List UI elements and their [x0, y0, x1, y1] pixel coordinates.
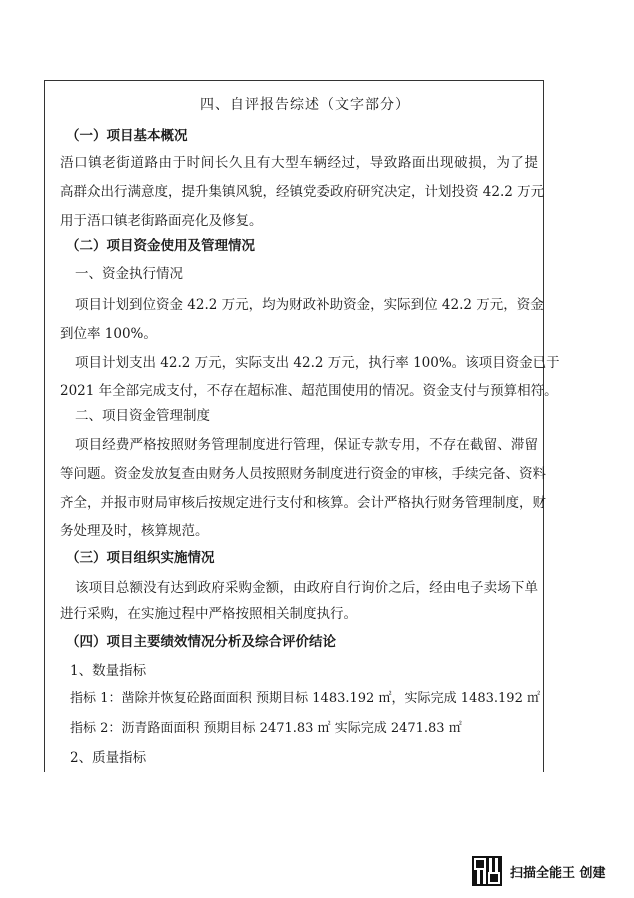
- scanner-watermark: [472, 856, 606, 886]
- section4-heading: （四）项目主要绩效情况分析及综合评价结论: [66, 634, 336, 650]
- section2-sub1: 一、资金执行情况: [75, 266, 183, 282]
- indicator-2: 指标 2：沥青路面面积 预期目标 2471.83 ㎡ 实际完成 2471.83 ㎡: [70, 721, 462, 736]
- section1-line-3: 用于浯口镇老街路面亮化及修复。: [60, 213, 263, 229]
- document-title: 四、自评报告综述（文字部分）: [200, 97, 410, 113]
- section2-para3-line-3: 齐全，并报市财局审核后按规定进行支付和核算。会计严格执行财务管理制度，财: [60, 495, 546, 511]
- section3-line-2: 进行采购，在实施过程中严格按照相关制度执行。: [60, 606, 357, 622]
- section2-para1-line-1: 项目计划到位资金 42.2 万元，均为财政补助资金，实际到位 42.2 万元，资金: [75, 297, 544, 313]
- indicator-1: 指标 1：凿除并恢复砼路面面积 预期目标 1483.192 ㎡，实际完成 1483.192 ㎡: [70, 691, 540, 706]
- section4-sub1: 1、数量指标: [70, 663, 147, 679]
- section2-heading: （二）项目资金使用及管理情况: [66, 238, 255, 254]
- section3-heading: （三）项目组织实施情况: [66, 550, 215, 566]
- section2-para2-line-2: 2021 年全部完成支付，不存在超标准、超范围使用的情况。资金支付与预算相符。: [60, 383, 558, 399]
- section3-line-1: 该项目总额没有达到政府采购金额，由政府自行询价之后，经由电子卖场下单: [75, 580, 538, 596]
- section2-para2-line-1: 项目计划支出 42.2 万元，实际支出 42.2 万元，执行率 100%。该项目资金已于: [75, 355, 560, 371]
- section2-para3-line-1: 项目经费严格按照财务管理制度进行管理，保证专款专用，不存在截留、滞留: [75, 437, 538, 453]
- section2-para1-line-2: 到位率 100%。: [60, 326, 157, 342]
- section1-line-1: 浯口镇老街道路由于时间长久且有大型车辆经过，导致路面出现破损，为了提: [60, 155, 538, 171]
- section1-line-2: 高群众出行满意度，提升集镇风貌，经镇党委政府研究决定，计划投资 42.2 万元: [60, 184, 545, 200]
- qr-code-icon: [472, 856, 502, 886]
- scanner-brand-text: 扫描全能王 创建: [510, 865, 606, 881]
- section2-para3-line-4: 务处理及时，核算规范。: [60, 523, 209, 539]
- section2-sub2: 二、项目资金管理制度: [75, 408, 210, 424]
- section4-sub2: 2、质量指标: [70, 750, 147, 766]
- section2-para3-line-2: 等问题。资金发放复查由财务人员按照财务制度进行资金的审核，手续完备、资料: [60, 466, 546, 482]
- section1-heading: （一）项目基本概况: [66, 128, 188, 144]
